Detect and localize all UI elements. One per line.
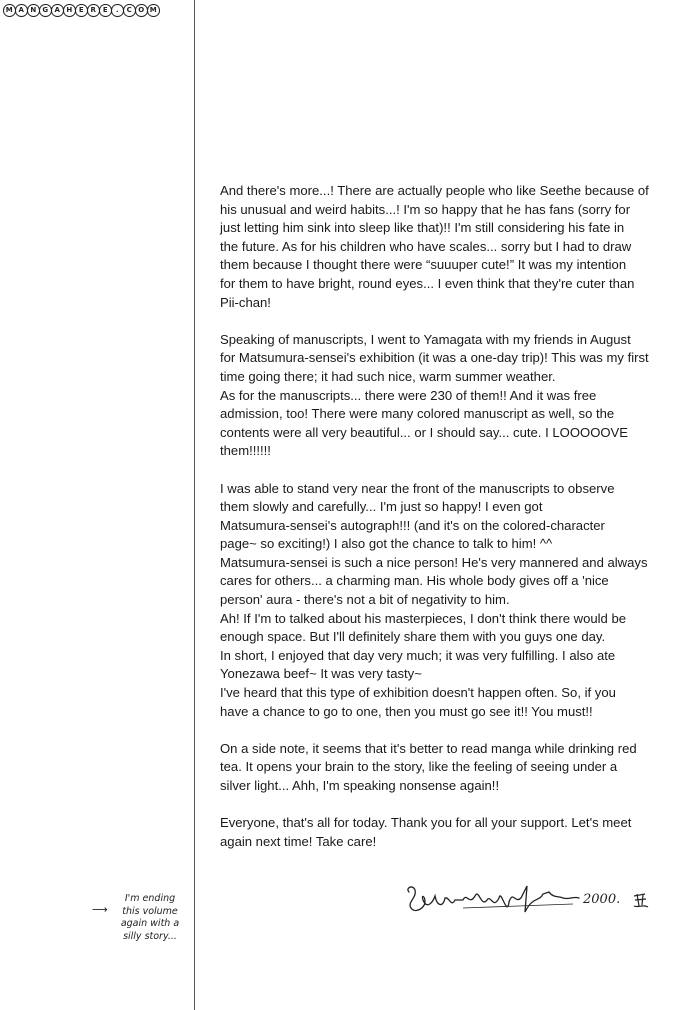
watermark-logo: [3, 4, 159, 17]
watermark-letter: M: [147, 4, 160, 17]
side-note: [110, 893, 190, 943]
watermark-letter: .: [111, 4, 124, 17]
watermark-letter: N: [27, 4, 40, 17]
watermark-letter: G: [39, 4, 52, 17]
signature-date: 2000.: [583, 892, 621, 907]
watermark-letter: R: [87, 4, 100, 17]
watermark-letter: O: [135, 4, 148, 17]
page-divider: [194, 0, 195, 1010]
signature-scribble: [403, 878, 583, 926]
watermark-letter: E: [75, 4, 88, 17]
paragraph: On a side note, it seems that it's better to read manga while drinking red tea. It opens your brain to the story, like the feeling of seeing under a silver light... Ahh, I'm speaking nonsense again!!: [220, 740, 637, 793]
side-note-text: I'm ending this volume again with a silly story...: [120, 893, 180, 942]
watermark-letter: C: [123, 4, 136, 17]
afterword-text: [220, 182, 680, 870]
watermark-letter: A: [15, 4, 28, 17]
paragraph: I was able to stand very near the front of the manuscripts to observe them slowly and carefully... I'm just so happy! I even got Matsumura-sensei's autograph!!! (and it's on the colored-character page~ so exciting!) I also got the chance to talk to him! ^^ Matsumura-sensei is such a nice person! He's very mannered and always cares for others... a charming man. His whole body gives off a 'nice person' aura - there's not a bit of negativity to him. Ah! If I'm to talked about his masterpieces, I don't think there would be enough space. But I'll definitely share them with you guys one day. In short, I enjoyed that day very much; it was very fulfilling. I also ate Yonezawa beef~ It was very tasty~ I've heard that this type of exhibition doesn't happen often. So, if you have a chance to go to one, then you must go see it!! You must!!: [220, 480, 648, 719]
seal-mark: [631, 890, 651, 910]
watermark-letter: E: [99, 4, 112, 17]
handwritten-signature: [403, 878, 663, 926]
watermark-letter: H: [63, 4, 76, 17]
paragraph: And there's more...! There are actually people who like Seethe because of his unusual and weird habits...! I'm so happy that he has fans (sorry for just letting him sink into sleep like that)!! I'm still considering his fate in the future. As for his children who have scales... sorry but I had to draw them because I thought there were “suuuper cute!” It was my intention for them to have bright, round eyes... I even think that they're cuter than Pii-chan!: [220, 183, 649, 310]
watermark-letter: M: [3, 4, 16, 17]
arrow-left-icon: ⟶: [92, 904, 108, 916]
paragraph: Everyone, that's all for today. Thank you for all your support. Let's meet again next time! Take care!: [220, 815, 632, 849]
watermark-letter: A: [51, 4, 64, 17]
paragraph: Speaking of manuscripts, I went to Yamagata with my friends in August for Matsumura-sensei's exhibition (it was a one-day trip)! This was my first time going there; it had such nice, warm summer weather. As for the manuscripts... there were 230 of them!! And it was free admission, too! There were many colored manuscript as well, so the contents were all very beautiful... or I should say... cute. I LOOOOOVE them!!!!!!: [220, 331, 649, 459]
